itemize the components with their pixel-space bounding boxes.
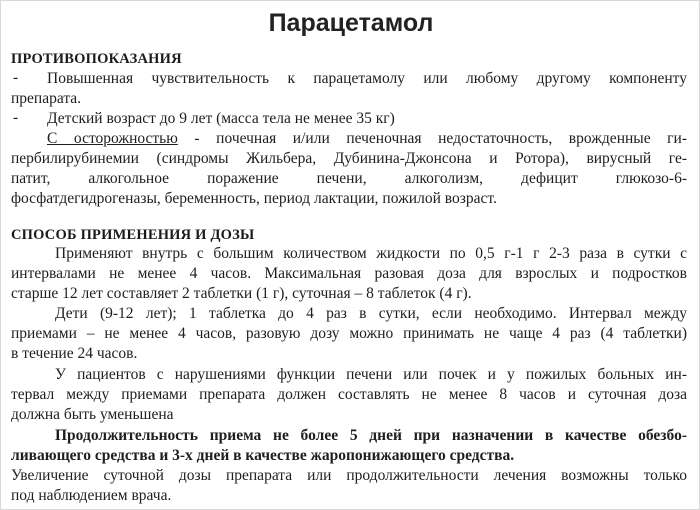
dosage-p2-line-2: приемами – не менее 4 часов, разовую дозу можно принимать не чаще 4 раз (4 таблетки) (11, 325, 687, 342)
page-title: Парацетамол (268, 9, 434, 37)
dosage-p3-line-2: тервал между приемами препарата должен составлять не менее 8 часов и суточная доза (11, 386, 687, 403)
contraindication-item-1-line-1: Повышенная чувствительность к парацетамолу или любому другому компоненту (47, 70, 687, 87)
dosage-duration-line-2: ливающего средства и 3-х дней в качестве жаропонижающего средства. (11, 447, 515, 464)
contraindication-item-1-line-2: препарата. (11, 90, 82, 107)
contraindications-heading: ПРОТИВОПОКАЗАНИЯ (11, 51, 182, 67)
dosage-p3-line-1: У пациентов с нарушениями функции печени или почек и у пожилых больных ин- (55, 366, 687, 383)
dosage-p1-line-2: интервалами не менее 4 часов. Максимальная разовая доза для взрослых и подростков (11, 265, 687, 282)
dosage-heading: СПОСОБ ПРИМЕНЕНИЯ И ДОЗЫ (11, 227, 255, 243)
bullet-dash: - (13, 109, 19, 126)
caution-text: - почечная и/или печеночная недостаточность, врожденные ги- (177, 130, 687, 147)
dosage-p2-line-3: в течение 24 часов. (11, 345, 138, 362)
dosage-p1-line-3: старше 12 лет составляет 2 таблетки (1 г), суточная – 8 таблеток (4 г). (11, 285, 472, 302)
dosage-p2-line-1: Дети (9-12 лет); 1 таблетка до 4 раз в сутки, если необходимо. Интервал между (55, 305, 687, 322)
contraindication-item-2: Детский возраст до 9 лет (масса тела не менее 35 кг) (47, 110, 395, 127)
caution-label: С осторожностью (47, 130, 178, 147)
caution-line-2: пербилирубинемии (синдромы Жильбера, Дубинина-Джонсона и Ротора), вирусный ге- (11, 150, 687, 167)
dosage-duration-line-1: Продолжительность приема не более 5 дней при назначении в качестве обезбо- (55, 427, 687, 444)
caution-line-1 (47, 129, 687, 149)
bullet-dash: - (13, 69, 19, 86)
caution-line-4: фосфатдегидрогеназы, беременность, период лактации, пожилой возраст. (11, 190, 497, 207)
caution-line-3: патит, алкогольное поражение печени, алкоголизм, дефицит глюкозо-6- (11, 170, 687, 187)
dosage-p1-line-1: Применяют внутрь с большим количеством жидкости по 0,5 г-1 г 2-3 раза в сутки с (55, 245, 687, 262)
dosage-increase-line-1: Увеличение суточной дозы препарата или продолжительности лечения возможны только (11, 467, 687, 484)
dosage-p3-line-3: должна быть уменьшена (11, 406, 174, 423)
dosage-increase-line-2: под наблюдением врача. (11, 487, 172, 504)
